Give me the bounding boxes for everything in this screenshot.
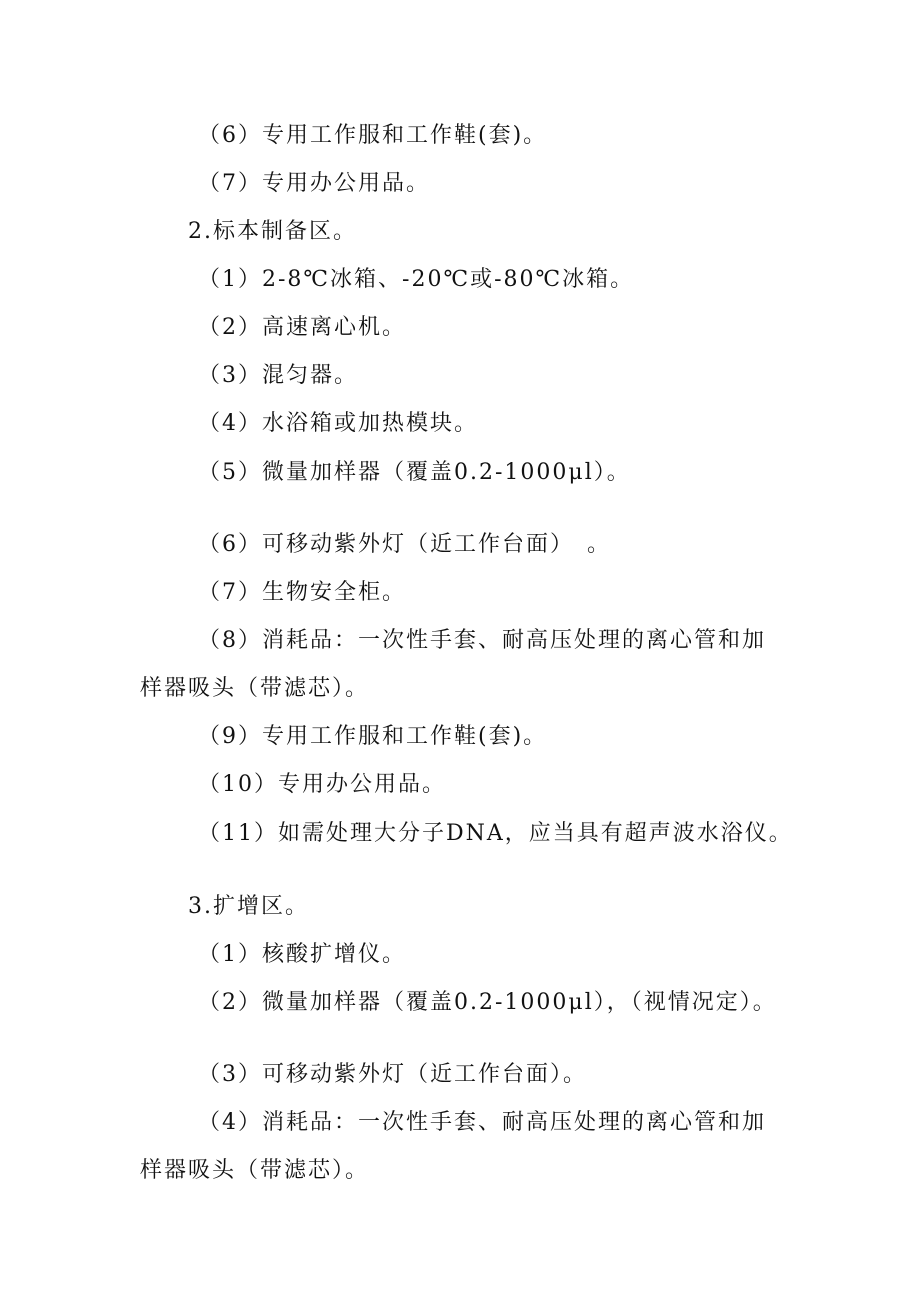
list-item: （5）微量加样器（覆盖0.2-1000μl）。 [198,460,631,485]
list-item: （6）可移动紫外灯（近工作台面） 。 [198,532,611,557]
list-item: （6）专用工作服和工作鞋(套)。 [198,123,548,148]
list-item-continuation: 样器吸头（带滤芯）。 [140,1158,370,1183]
list-item: （7）专用办公用品。 [198,171,430,196]
list-item: （9）专用工作服和工作鞋(套)。 [198,724,548,749]
list-item: （2）微量加样器（覆盖0.2-1000μl），（视情况定）。 [198,990,777,1015]
list-item: （3）可移动紫外灯（近工作台面）。 [198,1062,587,1087]
list-item: （2）高速离心机。 [198,315,406,340]
list-item: （10）专用办公用品。 [198,772,446,797]
list-item: （8）消耗品：一次性手套、耐高压处理的离心管和加 [198,628,766,653]
list-item: （1）2-8℃冰箱、-20℃或-80℃冰箱。 [198,267,635,292]
list-item: （3）混匀器。 [198,363,358,388]
list-item: （11）如需处理大分子DNA，应当具有超声波水浴仪。 [198,821,793,846]
list-item: （1）核酸扩增仪。 [198,942,406,967]
list-item: （4）消耗品：一次性手套、耐高压处理的离心管和加 [198,1110,766,1135]
list-item: （4）水浴箱或加热模块。 [198,411,478,436]
section-heading: 3.扩增区。 [188,894,309,919]
section-heading: 2.标本制备区。 [188,219,357,244]
list-item: （7）生物安全柜。 [198,580,406,605]
list-item-continuation: 样器吸头（带滤芯）。 [140,676,370,701]
